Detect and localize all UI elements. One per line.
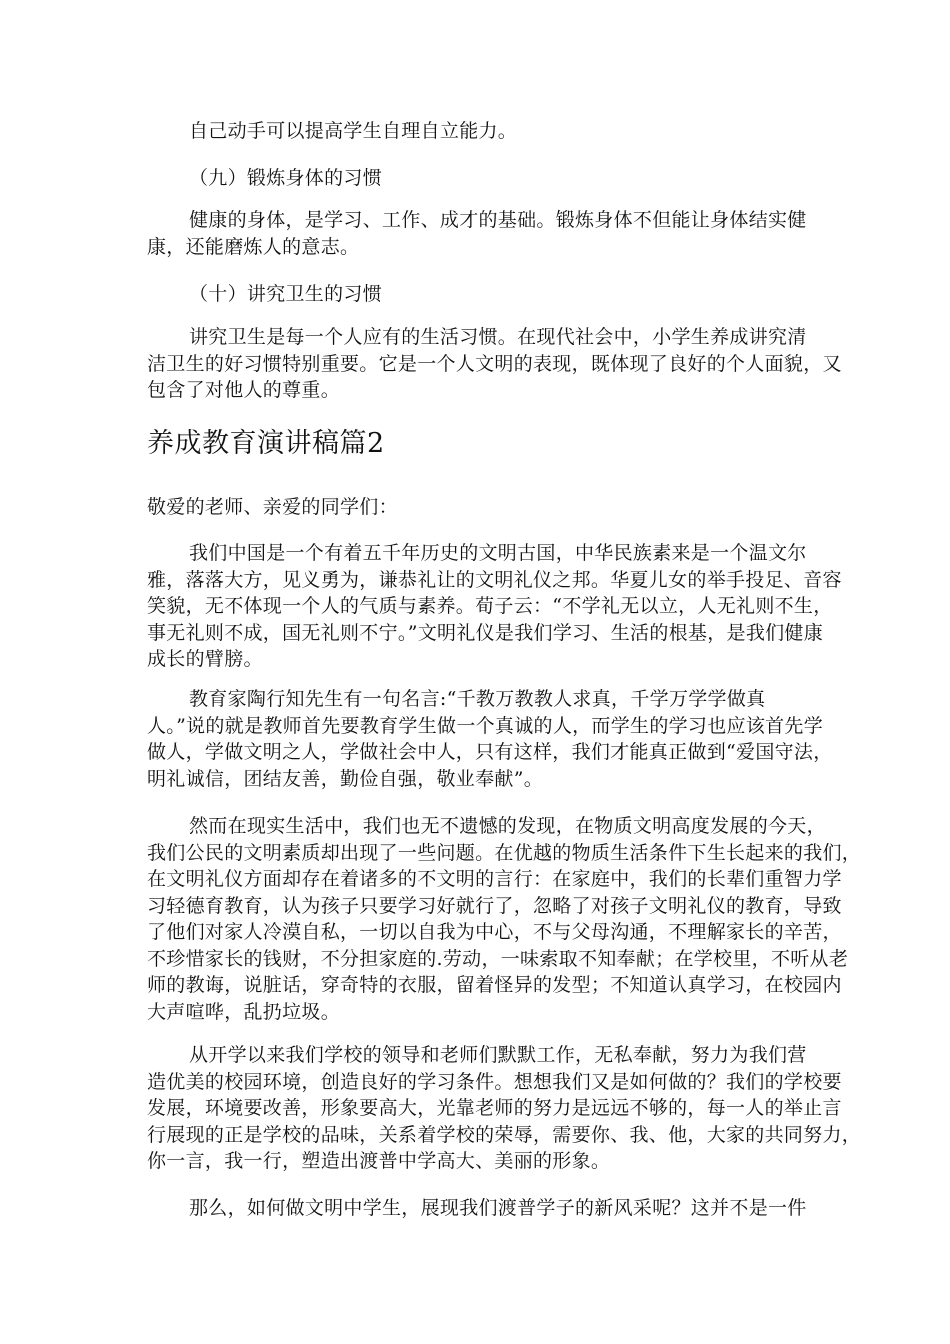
paragraph-line: 了他们对家人冷漠自私，一切以自我为中心，不与父母沟通，不理解家长的辛苦， [147,921,842,943]
paragraph-line: 雅，落落大方，见义勇为，谦恭礼让的文明礼仪之邦。华夏儿女的举手投足、音容 [147,568,842,591]
paragraph-line: 自己动手可以提高学生自理自立能力。 [189,120,518,142]
paragraph-line: 从开学以来我们学校的领导和老师们默默工作，无私奉献，努力为我们营 [189,1044,807,1066]
paragraph-line: 我们公民的文明素质却出现了一些问题。在优越的物质生活条件下生长起来的我们， [147,841,862,864]
paragraph-line: 做人，学做文明之人，学做社会中人，只有这样，我们才能真正做到“爱国守法， [147,741,833,763]
paragraph-line: 讲究卫生是每一个人应有的生活习惯。在现代社会中，小学生养成讲究清 [189,326,807,348]
paragraph-exercise [147,207,807,260]
paragraph-line: 行展现的正是学校的品味，关系着学校的荣辱，需要你、我、他，大家的共同努力， [147,1123,862,1146]
paragraph-line: 教育家陶行知先生有一句名言:“千教万教教人求真，千学万学学做真 [189,688,766,710]
subheading-hygiene-habit [189,281,382,308]
paragraph-line: 人。”说的就是教师首先要教育学生做一个真诚的人，而学生的学习也应该首先学 [147,714,824,737]
greeting-text: 敬爱的老师、亲爱的同学们： [147,496,398,518]
paragraph-line: 然而在现实生活中，我们也无不遗憾的发现，在物质文明高度发展的今天， [189,815,826,837]
paragraph-line: 健康的身体，是学习、工作、成才的基础。锻炼身体不但能让身体结实健 [189,209,807,231]
paragraph-line: 发展，环境要改善，形象要高大，光靠老师的努力是远远不够的，每一人的举止言 [147,1097,842,1119]
paragraph-line: 造优美的校园环境，创造良好的学习条件。想想我们又是如何做的？我们的学校要 [147,1070,842,1093]
paragraph-line: 事无礼则不成，国无礼则不宁。”文明礼仪是我们学习、生活的根基，是我们健康 [147,621,824,644]
subheading-text: （十）讲究卫生的习惯 [189,283,383,305]
paragraph-line: 不珍惜家长的钱财，不分担家庭的.劳动，一味索取不知奉献；在学校里，不听从老 [147,947,849,970]
paragraph-line: 成长的臂膀。 [147,648,263,670]
paragraph-tao-xingzhi [147,686,833,792]
section-title: 养成教育演讲稿篇2 [147,428,385,459]
paragraph-line: 明礼诚信，团结友善，勤俭自强，敬业奉献”。 [147,767,544,790]
paragraph-self-reliance [189,118,517,145]
paragraph-civilization [147,540,842,673]
paragraph-line: 习轻德育教育，认为孩子只要学习好就行了，忽略了对孩子文明礼仪的教育，导致 [147,894,842,917]
paragraph-line: 大声喧哗，乱扔垃圾。 [147,1000,341,1023]
paragraph-line: 洁卫生的好习惯特别重要。它是一个人文明的表现，既体现了良好的个人面貌，又 [147,352,842,375]
paragraph-line: 在文明礼仪方面却存在着诸多的不文明的言行：在家庭中，我们的长辈们重智力学 [147,868,842,890]
paragraph-line: 包含了对他人的尊重。 [147,379,341,401]
paragraph-reality-problems [147,813,861,1025]
paragraph-line: 笑貌，无不体现一个人的气质与素养。荀子云：“不学礼无以立，人无礼则不生， [147,595,833,617]
paragraph-line: 师的教诲，说脏话，穿奇特的衣服，留着怪异的发型；不知道认真学习，在校园内 [147,974,842,996]
greeting [147,494,398,521]
paragraph-school-effort [147,1042,861,1175]
subheading-text: （九）锻炼身体的习惯 [189,167,383,189]
paragraph-line: 你一言，我一行，塑造出渡普中学高大、美丽的形象。 [147,1150,611,1172]
subheading-exercise-habit [189,165,382,192]
paragraph-hygiene [147,324,842,404]
paragraph-closing [189,1195,807,1222]
paragraph-line: 那么，如何做文明中学生，展现我们渡普学子的新风采呢？这并不是一件 [189,1197,807,1219]
paragraph-line: 我们中国是一个有着五千年历史的文明古国，中华民族素来是一个温文尔 [189,542,807,564]
paragraph-line: 康，还能磨炼人的意志。 [147,235,360,258]
